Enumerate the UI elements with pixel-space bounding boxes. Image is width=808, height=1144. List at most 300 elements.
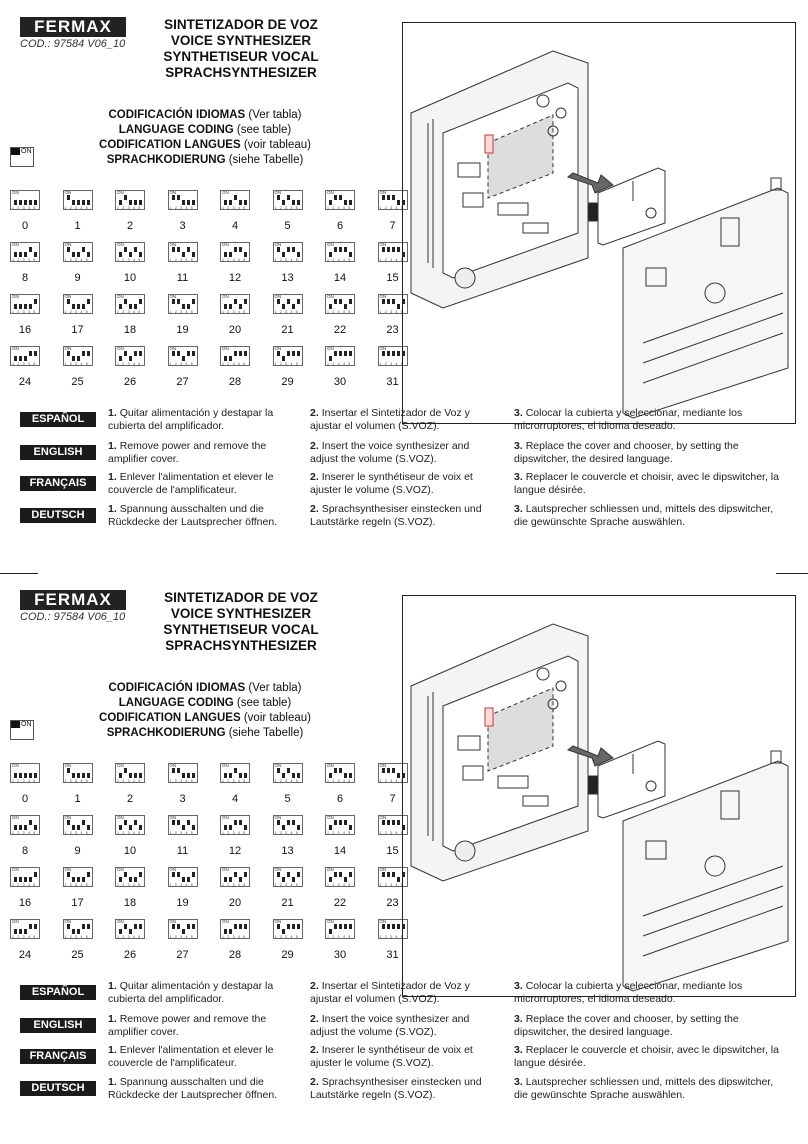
switch-lever [119, 252, 122, 257]
dipswitch-icon [325, 242, 355, 262]
switch-lever [177, 768, 180, 773]
dipswitch-cell [61, 919, 95, 969]
step-number: 2. [310, 1013, 319, 1025]
switch-lever [239, 877, 242, 882]
step-text: Remove power and remove the amplifier cover. [108, 440, 267, 465]
switch-lever [339, 195, 342, 200]
language-code-number: 27 [176, 376, 189, 388]
switch-lever [344, 877, 347, 882]
switch-numbers: 1 2 3 4 5 [327, 883, 352, 887]
switch-lever [34, 351, 37, 356]
title-line: VOICE SYNTHESIZER [170, 33, 312, 48]
switch-lever [67, 768, 70, 773]
language-code-number: 1 [74, 793, 81, 805]
dipswitch-icon [63, 867, 93, 887]
switch-lever [129, 252, 132, 257]
switch-lever [339, 247, 342, 252]
dipswitch-cell [271, 346, 305, 396]
switch-on-label: ON [222, 294, 229, 299]
language-code-number: 21 [281, 897, 294, 909]
switch-numbers: 1 2 3 4 5 [12, 258, 37, 262]
switch-lever [229, 929, 232, 934]
coding-rest: (siehe Tabelle) [225, 154, 304, 166]
dipswitch-icon [220, 242, 250, 262]
switch-lever [382, 872, 385, 877]
sheet-half-2 [0, 573, 808, 1144]
dipswitch-cell [271, 867, 305, 917]
dipswitch-icon [115, 190, 145, 210]
language-code-number: 6 [336, 793, 344, 805]
dipswitch-icon [10, 763, 40, 783]
dipswitch-icon [168, 919, 198, 939]
language-label-3: DEUTSCH [20, 1081, 96, 1096]
language-coding-heading [70, 108, 340, 168]
language-code-number: 16 [18, 324, 32, 336]
instruction-step [514, 1044, 788, 1070]
instruction-step [514, 471, 788, 497]
switch-lever [82, 773, 85, 778]
switch-numbers: 1 2 3 4 5 [379, 310, 404, 314]
switch-lever [139, 200, 142, 205]
switch-numbers: 1 2 3 4 5 [379, 831, 404, 835]
switch-lever [234, 195, 237, 200]
language-label-2: FRANÇAIS [20, 1049, 96, 1064]
switch-lever [229, 825, 232, 830]
switch-lever [282, 200, 285, 205]
instruction-step [310, 503, 500, 529]
switch-lever [72, 877, 75, 882]
switch-lever [277, 924, 280, 929]
dipswitch-icon [220, 346, 250, 366]
switch-on-label: ON [117, 763, 124, 768]
speaker-assembly-illustration [403, 23, 795, 423]
switch-numbers: 1 2 3 4 5 [64, 206, 89, 210]
switch-lever [29, 351, 32, 356]
switch-lever [14, 252, 17, 257]
dipswitch-icon [115, 763, 145, 783]
switch-numbers: 1 2 3 4 5 [117, 206, 142, 210]
dipswitch-icon [273, 763, 303, 783]
switch-lever [244, 200, 247, 205]
switch-lever [34, 299, 37, 304]
instruction-step [108, 1013, 300, 1039]
switch-lever [387, 820, 390, 825]
switch-lever [287, 351, 290, 356]
switch-lever [392, 247, 395, 252]
language-code-number: 18 [123, 324, 137, 336]
switch-numbers: 1 2 3 4 5 [117, 310, 142, 314]
switch-lever [344, 200, 347, 205]
switch-numbers: 1 2 3 4 5 [169, 310, 194, 314]
switch-lever [24, 877, 27, 882]
switch-on-label: ON [117, 242, 124, 247]
coding-rest: (Ver tabla) [245, 682, 302, 694]
switch-lever [329, 304, 332, 309]
switch-lever [77, 929, 80, 934]
dipswitch-cell [218, 919, 252, 969]
switch-lever [339, 299, 342, 304]
step-number: 2. [310, 980, 319, 992]
switch-numbers: 1 2 3 4 5 [274, 362, 299, 366]
dipswitch-icon [63, 242, 93, 262]
step-number: 3. [514, 1076, 523, 1088]
switch-on-label: ON [274, 815, 282, 820]
switch-lever [287, 195, 290, 200]
dipswitch-cell [61, 815, 95, 865]
switch-lever [282, 929, 285, 934]
switch-lever [297, 773, 300, 778]
switch-lever [119, 877, 122, 882]
dipswitch-cell [166, 346, 200, 396]
switch-on-label: ON [64, 242, 72, 247]
language-code-number: 11 [176, 272, 189, 284]
coding-bold: LANGUAGE CODING [118, 124, 234, 136]
switch-lever [67, 247, 70, 252]
switch-lever [72, 356, 75, 361]
switch-lever [177, 820, 180, 825]
switch-lever [119, 304, 122, 309]
switch-numbers: 1 2 3 4 5 [222, 310, 247, 314]
switch-numbers: 1 2 3 4 5 [64, 831, 89, 835]
dipswitch-cell [113, 815, 147, 865]
switch-lever [182, 877, 185, 882]
switch-lever [14, 304, 17, 309]
dipswitch-icon [168, 190, 198, 210]
switch-lever [277, 768, 280, 773]
step-text: Remove power and remove the amplifier cover. [108, 1013, 267, 1038]
dipswitch-icon [325, 190, 355, 210]
switch-lever [67, 351, 70, 356]
dipswitch-icon [273, 346, 303, 366]
switch-lever [24, 304, 27, 309]
switch-lever [224, 200, 227, 205]
product-code: COD.: 97584 V06_10 [20, 38, 126, 50]
switch-lever [392, 872, 395, 877]
switch-lever [239, 820, 242, 825]
switch-numbers: 1 2 3 4 5 [64, 258, 89, 262]
switch-lever [182, 252, 185, 257]
switch-lever [14, 877, 17, 882]
language-code-number: 3 [179, 220, 186, 232]
switch-lever [387, 768, 390, 773]
switch-numbers: 1 2 3 4 5 [274, 883, 299, 887]
switch-lever [77, 252, 80, 257]
step-number: 2. [310, 407, 319, 419]
language-code-number: 3 [179, 793, 186, 805]
switch-numbers: 1 2 3 4 5 [379, 206, 404, 210]
step-number: 1. [108, 1013, 117, 1025]
switch-lever [177, 351, 180, 356]
dipswitch-icon [325, 867, 355, 887]
language-label-3: DEUTSCH [20, 508, 96, 523]
switch-on-label: ON [117, 867, 124, 872]
dipswitch-icon [63, 763, 93, 783]
on-label: ON [21, 721, 32, 728]
switch-on-label: ON [379, 190, 387, 195]
switch-lever [382, 195, 385, 200]
switch-lever [34, 924, 37, 929]
on-legend [10, 720, 34, 740]
dipswitch-icon [273, 294, 303, 314]
switch-on-label: ON [327, 867, 334, 872]
on-legend [10, 147, 34, 167]
switch-lever [397, 200, 400, 205]
dipswitch-cell [218, 294, 252, 344]
switch-lever [139, 924, 142, 929]
switch-lever [387, 299, 390, 304]
switch-lever [297, 200, 300, 205]
switch-on-label: ON [222, 242, 229, 247]
step-number: 3. [514, 503, 523, 515]
switch-numbers: 1 2 3 4 5 [274, 779, 299, 783]
instruction-step [514, 1013, 788, 1039]
step-number: 1. [108, 440, 117, 452]
switch-lever [187, 924, 190, 929]
switch-lever [387, 351, 390, 356]
dipswitch-icon [273, 190, 303, 210]
switch-on-label: ON [12, 294, 19, 299]
dipswitch-icon [220, 190, 250, 210]
switch-lever [192, 200, 195, 205]
switch-numbers: 1 2 3 4 5 [169, 779, 194, 783]
switch-lever [297, 872, 300, 877]
switch-lever [229, 356, 232, 361]
switch-numbers: 1 2 3 4 5 [117, 831, 142, 835]
switch-on-label: ON [169, 346, 177, 351]
step-text: Spannung ausschalten und die Rückdecke der Lautsprecher öffnen. [108, 1076, 278, 1101]
switch-lever [34, 872, 37, 877]
switch-lever [87, 200, 90, 205]
switch-lever [234, 247, 237, 252]
switch-on-label: ON [12, 763, 19, 768]
switch-lever [119, 356, 122, 361]
switch-lever [87, 924, 90, 929]
language-code-number: 8 [21, 845, 29, 857]
switch-on-label: ON [169, 763, 177, 768]
language-code-number: 31 [386, 376, 399, 388]
coding-bold: SPRACHKODIERUNG [106, 727, 226, 739]
switch-lever [392, 351, 395, 356]
instruction-step [310, 980, 500, 1006]
switch-on-label: ON [327, 763, 334, 768]
switch-lever [129, 200, 132, 205]
language-code-number: 6 [336, 220, 344, 232]
switch-lever [124, 820, 127, 825]
switch-lever [292, 924, 295, 929]
switch-lever [82, 877, 85, 882]
switch-lever [67, 872, 70, 877]
dipswitch-icon [273, 242, 303, 262]
coding-line [70, 726, 340, 741]
switch-lever [67, 299, 70, 304]
dipswitch-icon [273, 919, 303, 939]
switch-lever [29, 200, 32, 205]
switch-numbers: 1 2 3 4 5 [274, 831, 299, 835]
step-number: 3. [514, 471, 523, 483]
coding-rest: (siehe Tabelle) [225, 727, 304, 739]
switch-lever [392, 924, 395, 929]
switch-lever [139, 773, 142, 778]
language-label-1: ENGLISH [20, 1018, 96, 1033]
switch-numbers: 1 2 3 4 5 [274, 206, 299, 210]
step-text: Insertar el Sintetizador de Voz y ajustar el volumen (S.VOZ). [310, 407, 470, 432]
switch-lever [124, 195, 127, 200]
switch-lever [239, 304, 242, 309]
switch-on-label: ON [117, 190, 124, 195]
dipswitch-cell [271, 190, 305, 240]
switch-lever [334, 195, 337, 200]
dipswitch-icon [325, 294, 355, 314]
switch-on-label: ON [64, 763, 72, 768]
step-text: Replace the cover and chooser, by setting the dipswitcher, the desired language. [514, 440, 739, 465]
instruction-step [108, 503, 300, 529]
dipswitch-icon [115, 815, 145, 835]
step-number: 3. [514, 440, 523, 452]
language-coding-heading [70, 681, 340, 741]
cut-line-left [0, 573, 38, 574]
switch-lever [339, 768, 342, 773]
switch-numbers: 1 2 3 4 5 [222, 206, 247, 210]
switch-lever [19, 304, 22, 309]
switch-lever [339, 924, 342, 929]
language-code-number: 9 [74, 845, 81, 857]
dipswitch-icon [115, 867, 145, 887]
switch-lever [387, 195, 390, 200]
instruction-step [310, 440, 500, 466]
switch-lever [287, 872, 290, 877]
dipswitch-cell [166, 242, 200, 292]
switch-numbers: 1 2 3 4 5 [169, 935, 194, 939]
language-code-number: 13 [281, 272, 294, 284]
instruction-step [108, 1076, 300, 1102]
switch-numbers: 1 2 3 4 5 [274, 258, 299, 262]
switch-lever [344, 820, 347, 825]
switch-lever [229, 304, 232, 309]
switch-lever [297, 252, 300, 257]
coding-rest: (see table) [233, 697, 292, 709]
switch-lever [187, 247, 190, 252]
switch-lever [287, 924, 290, 929]
switch-lever [224, 356, 227, 361]
switch-on-label: ON [222, 190, 229, 195]
switch-lever [82, 924, 85, 929]
switch-lever [119, 929, 122, 934]
switch-lever [29, 247, 32, 252]
cut-line-right [776, 573, 808, 574]
switch-lever [67, 820, 70, 825]
switch-lever [329, 825, 332, 830]
language-code-number: 21 [281, 324, 294, 336]
switch-lever [334, 820, 337, 825]
switch-lever [397, 877, 400, 882]
switch-lever [224, 773, 227, 778]
switch-lever [349, 200, 352, 205]
switch-on-label: ON [274, 242, 282, 247]
switch-lever [172, 351, 175, 356]
on-marker [11, 721, 20, 728]
switch-lever [119, 773, 122, 778]
title-block [152, 590, 330, 654]
switch-lever [187, 351, 190, 356]
language-code-number: 7 [389, 793, 396, 805]
step-number: 1. [108, 1044, 117, 1056]
switch-on-label: ON [222, 919, 229, 924]
switch-on-label: ON [274, 763, 282, 768]
switch-on-label: ON [12, 346, 19, 351]
switch-lever [192, 252, 195, 257]
dipswitch-cell [166, 190, 200, 240]
switch-lever [392, 820, 395, 825]
switch-lever [382, 768, 385, 773]
switch-lever [139, 872, 142, 877]
switch-lever [134, 773, 137, 778]
switch-lever [192, 872, 195, 877]
switch-lever [397, 247, 400, 252]
switch-lever [77, 877, 80, 882]
switch-numbers: 1 2 3 4 5 [169, 831, 194, 835]
switch-lever [77, 825, 80, 830]
dipswitch-icon [220, 867, 250, 887]
switch-lever [292, 773, 295, 778]
language-code-number: 17 [71, 324, 84, 336]
switch-numbers: 1 2 3 4 5 [169, 206, 194, 210]
instruction-step [108, 980, 300, 1006]
switch-numbers: 1 2 3 4 5 [117, 935, 142, 939]
dipswitch-cell [323, 190, 357, 240]
switch-numbers: 1 2 3 4 5 [222, 935, 247, 939]
switch-lever [397, 773, 400, 778]
dipswitch-cell [113, 346, 147, 396]
language-code-number: 2 [126, 220, 134, 232]
dipswitch-icon [220, 294, 250, 314]
switch-lever [382, 299, 385, 304]
instruction-step [310, 1076, 500, 1102]
switch-lever [229, 252, 232, 257]
switch-lever [29, 877, 32, 882]
switch-lever [397, 351, 400, 356]
dipswitch-icon [325, 919, 355, 939]
language-code-number: 7 [389, 220, 396, 232]
step-text: Quitar alimentación y destapar la cubierta del amplificador. [108, 407, 274, 432]
switch-numbers: 1 2 3 4 5 [64, 362, 89, 366]
language-code-number: 13 [281, 845, 294, 857]
switch-lever [282, 825, 285, 830]
language-code-number: 14 [333, 845, 347, 857]
switch-lever [87, 252, 90, 257]
coding-bold: CODIFICACIÓN IDIOMAS [108, 682, 246, 694]
switch-lever [24, 252, 27, 257]
dipswitch-icon [10, 919, 40, 939]
language-code-number: 28 [228, 949, 242, 961]
dipswitch-cell [166, 867, 200, 917]
switch-lever [129, 304, 132, 309]
switch-on-label: ON [222, 763, 229, 768]
switch-lever [239, 247, 242, 252]
switch-lever [82, 200, 85, 205]
switch-lever [72, 252, 75, 257]
step-text: Insert the voice synthesizer and adjust the volume (S.VOZ). [310, 1013, 470, 1038]
switch-lever [124, 247, 127, 252]
step-number: 3. [514, 1013, 523, 1025]
dipswitch-cell [113, 919, 147, 969]
installation-diagram [402, 595, 796, 997]
language-code-number: 11 [176, 845, 189, 857]
language-label-1: ENGLISH [20, 445, 96, 460]
dipswitch-icon [220, 919, 250, 939]
switch-lever [72, 929, 75, 934]
step-number: 1. [108, 407, 117, 419]
switch-on-label: ON [379, 867, 387, 872]
